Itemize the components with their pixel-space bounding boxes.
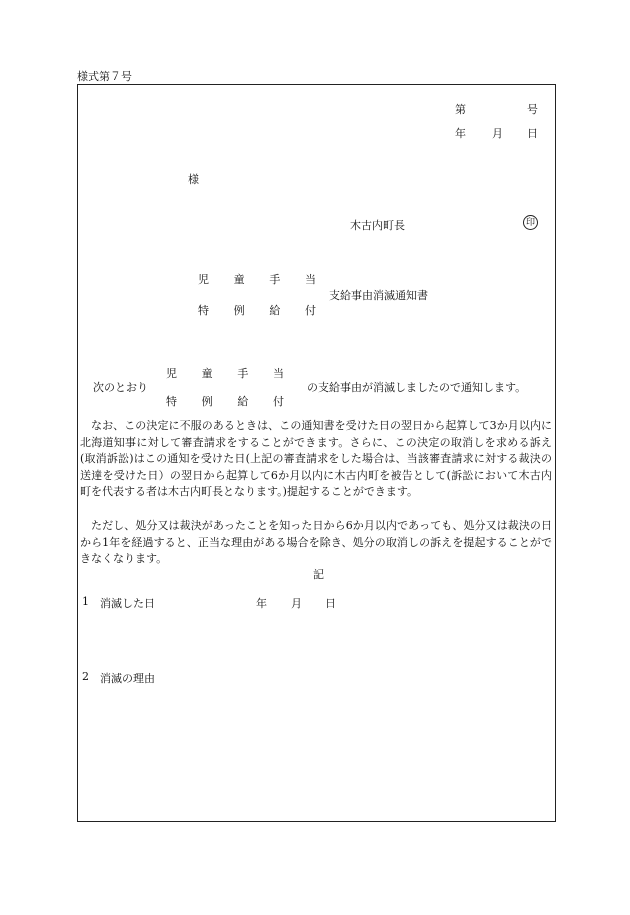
item1-label: 消滅した日 bbox=[100, 597, 155, 610]
date-day: 日 bbox=[527, 127, 538, 140]
notice-line-2 bbox=[166, 393, 284, 409]
notice-char: 当 bbox=[272, 367, 284, 380]
title-char: 付 bbox=[304, 304, 316, 317]
title-suffix: 支給事由消滅通知書 bbox=[329, 289, 428, 302]
notice-char: 例 bbox=[201, 395, 213, 408]
date-month: 月 bbox=[492, 127, 503, 140]
notice-char: 付 bbox=[272, 395, 284, 408]
number-prefix: 第 bbox=[455, 103, 466, 116]
issuer: 木古内町長 bbox=[350, 219, 405, 232]
notice-char: 童 bbox=[201, 367, 213, 380]
title-char: 童 bbox=[233, 273, 245, 286]
notice-char: 給 bbox=[237, 395, 249, 408]
item1-year: 年 bbox=[256, 597, 267, 610]
title-char: 手 bbox=[269, 273, 281, 286]
date-year: 年 bbox=[455, 127, 466, 140]
title-char: 例 bbox=[233, 304, 245, 317]
notice-prefix: 次のとおり bbox=[93, 381, 148, 394]
appeal-paragraph: なお、この決定に不服のあるときは、この通知書を受けた日の翌日から起算して3か月以内に北海道知事に対して審査請求をすることができます。さらに、この決定の取消しを求める訴え(取消訴訟)はこの通知を受けた日(上記の審査請求をした場合は、当該審査請求に対する裁決の送達を受けた日）の翌日から起算して6か月以内に木古内町を被告として(訴訟において木古内町を代表する者は木古内町長となります。)提起することができます。 bbox=[80, 419, 552, 499]
limitation-paragraph: ただし、処分又は裁決があったことを知った日から6か月以内であっても、処分又は裁決の日から1年を経過すると、正当な理由がある場合を除き、処分の取消しの訴えを提起することができなくなります。 bbox=[80, 519, 552, 566]
title-line-1 bbox=[198, 271, 316, 287]
notice-char: 児 bbox=[166, 367, 177, 380]
item2-label: 消滅の理由 bbox=[100, 672, 155, 685]
title-char: 特 bbox=[198, 304, 209, 317]
item1-day: 日 bbox=[325, 597, 336, 610]
title-char: 児 bbox=[198, 273, 209, 286]
notice-char: 特 bbox=[166, 395, 177, 408]
seal-mark: 印 bbox=[523, 215, 538, 230]
notice-char: 手 bbox=[237, 367, 249, 380]
item2-number: 2 bbox=[82, 670, 89, 683]
ki-heading: 記 bbox=[313, 568, 324, 581]
form-number: 様式第７号 bbox=[77, 70, 132, 83]
notice-suffix: の支給事由が消滅しましたので通知します。 bbox=[307, 381, 527, 394]
item1-month: 月 bbox=[291, 597, 302, 610]
title-char: 当 bbox=[304, 273, 316, 286]
title-line-2 bbox=[198, 302, 316, 318]
addressee-suffix: 様 bbox=[188, 173, 199, 186]
item1-number: 1 bbox=[82, 595, 89, 608]
notice-line-1 bbox=[166, 365, 284, 381]
number-suffix: 号 bbox=[527, 103, 538, 116]
title-char: 給 bbox=[269, 304, 281, 317]
